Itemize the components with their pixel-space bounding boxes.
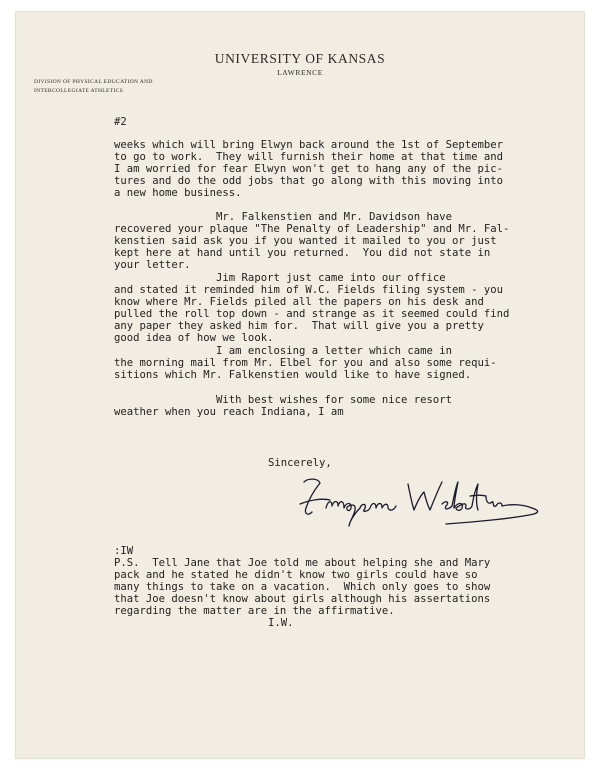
division-line-1: DIVISION OF PHYSICAL EDUCATION AND <box>34 79 153 85</box>
body-paragraph-1: weeks which will bring Elwyn back around the 1st of September to go to work. They will furnish their home at that time and I am worried for fear Elwyn won't get to hang any of the pic- tures and do the odd jobs that go along with this moving into a new home business. <box>114 139 504 199</box>
body-paragraph-2: Mr. Falkenstien and Mr. Davidson have recovered your plaque "The Penalty of Leadership" and Mr. Fal- kenstien said ask you if you wanted it mailed to you or just kept here at hand until you returned. You did not state in your letter. <box>114 211 510 271</box>
postscript: P.S. Tell Jane that Joe told me about helping she and Mary pack and he stated he didn't know two girls could have so many things to take on a vacation. Which only goes to show that Joe doesn't know about girls although his assertations regarding the matter are in the affirmative. <box>114 557 491 617</box>
closing: Sincerely, <box>268 457 332 469</box>
handwritten-signature <box>296 474 546 534</box>
letterhead-university: UNIVERSITY OF KANSAS <box>214 51 386 66</box>
typist-initials: :IW <box>114 545 134 557</box>
letterhead-city: LAWRENCE <box>277 68 323 77</box>
letter-page <box>16 12 584 758</box>
postscript-signoff: I.W. <box>268 617 294 629</box>
division-line-2: INTERCOLLEGIATE ATHLETICS <box>34 88 124 94</box>
body-paragraph-5: With best wishes for some nice resort weather when you reach Indiana, I am <box>114 394 453 418</box>
letterhead-division <box>34 78 153 96</box>
body-paragraph-4: I am enclosing a letter which came in the morning mail from Mr. Elbel for you and also some requi- sitions which Mr. Falkenstien would like to have signed. <box>114 345 497 381</box>
page-number: #2 <box>114 116 127 128</box>
body-paragraph-3: Jim Raport just came into our office and stated it reminded him of W.C. Fields filing system - you know where Mr. Fields piled all the papers on his desk and pulled the roll top down - and strange as it seemed could find any paper they asked him for. That will give you a pretty good idea of how we look. <box>114 272 510 344</box>
